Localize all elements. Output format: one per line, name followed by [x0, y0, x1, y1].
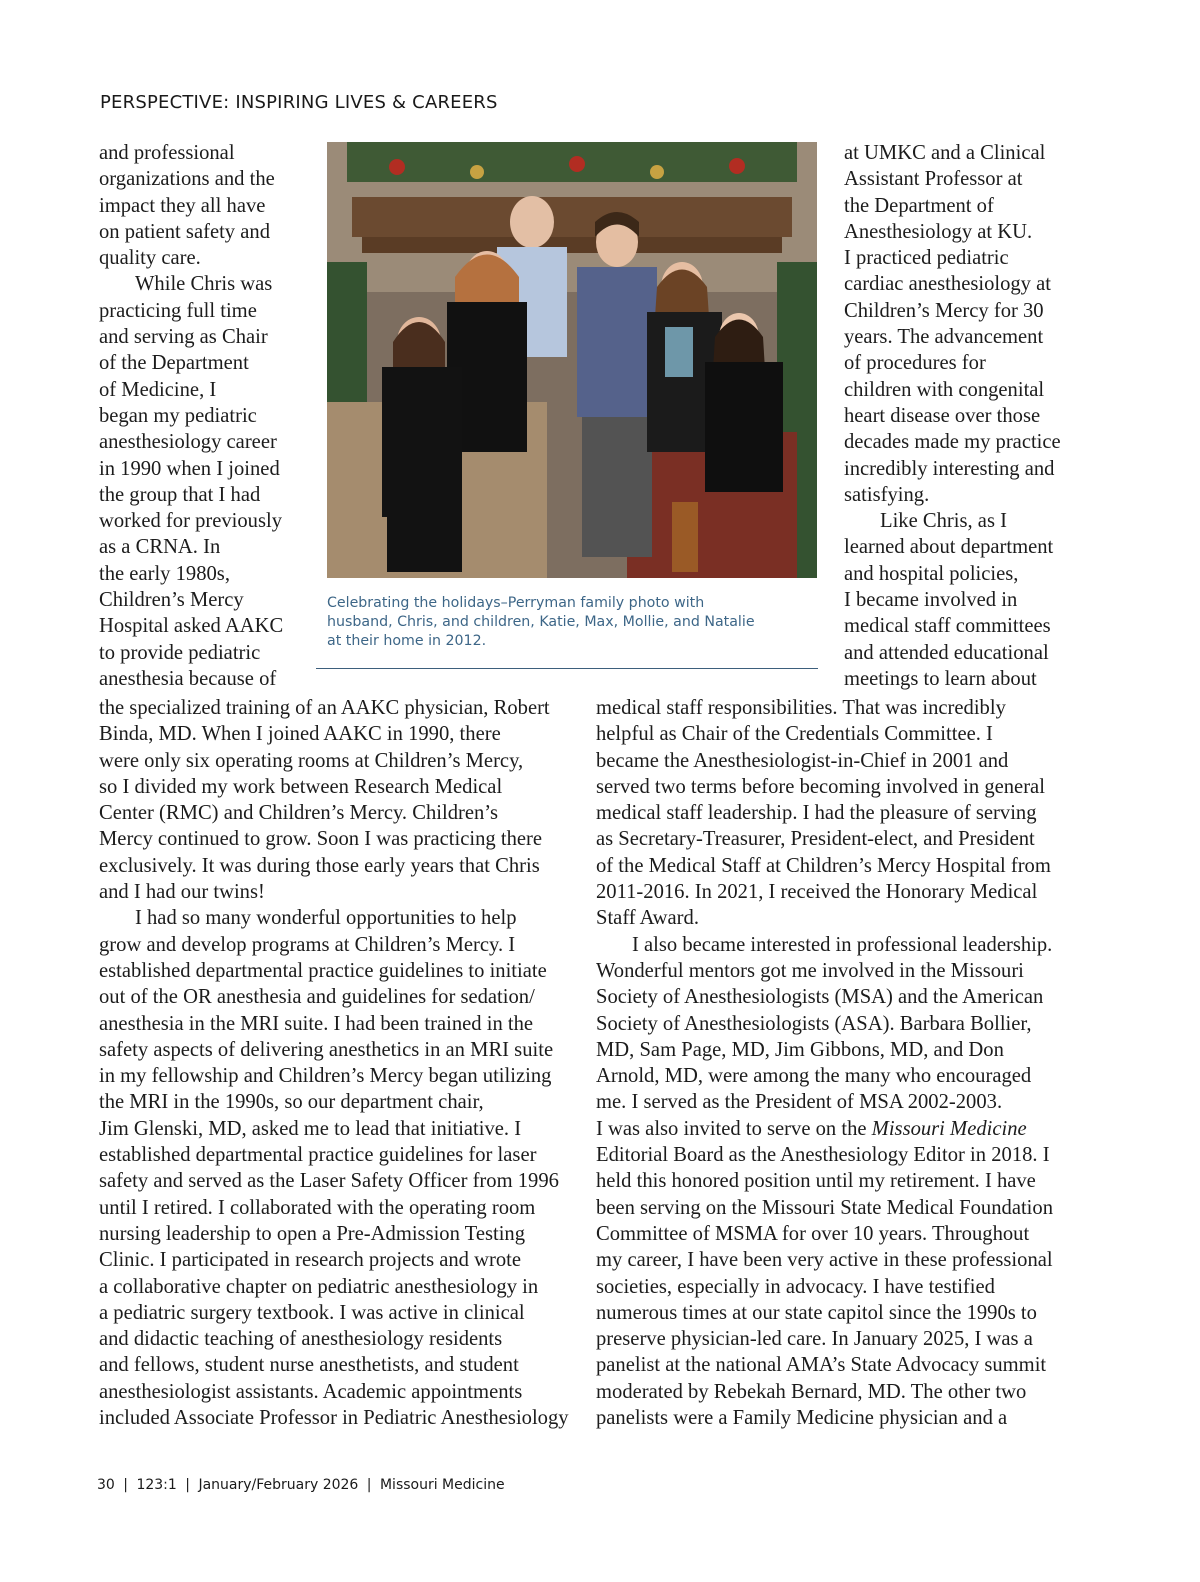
- text-line: out of the OR anesthesia and guidelines for sedation/: [99, 986, 535, 1009]
- text-line: medical staff committees: [844, 615, 1051, 638]
- text-line: children with congenital: [844, 378, 1045, 401]
- photo-caption: [327, 594, 807, 651]
- text-line: Assistant Professor at: [844, 168, 1023, 191]
- text-line: Children’s Mercy: [99, 589, 244, 612]
- text-line: served two terms before becoming involved in general: [596, 775, 1045, 798]
- text-line: worked for previously: [99, 510, 283, 533]
- journal-name: Missouri Medicine: [379, 1477, 505, 1493]
- right-bottom-post: [596, 1142, 1053, 1431]
- text-line: cardiac anesthesiology at: [844, 273, 1051, 296]
- text-line: medical staff responsibilities. That was incredibly: [596, 697, 1006, 719]
- left-column-top-text: [99, 140, 283, 692]
- page-number: 30: [97, 1477, 115, 1493]
- text-line: organizations and the: [99, 168, 275, 191]
- text-line: Society of Anesthesiologists (ASA). Barbara Bollier,: [596, 1012, 1032, 1035]
- text-line: panelists were a Family Medicine physician and a: [596, 1407, 1008, 1430]
- text-line: in my fellowship and Children’s Mercy began utilizing: [99, 1065, 552, 1088]
- footer-separator: |: [123, 1477, 128, 1493]
- text-line: began my pediatric: [99, 404, 257, 427]
- text-line: a pediatric surgery textbook. I was active in clinical: [99, 1301, 525, 1324]
- right-column-bottom-text: [596, 695, 1053, 1431]
- text-line: and fellows, student nurse anesthetists, and student: [99, 1354, 519, 1377]
- text-line: incredibly interesting and: [844, 457, 1055, 480]
- text-line: and didactic teaching of anesthesiology residents: [99, 1328, 503, 1351]
- text-line: moderated by Rebekah Bernard, MD. The other two: [596, 1380, 1027, 1403]
- caption-line: at their home in 2012.: [327, 633, 487, 649]
- text-line: held this honored position until my retirement. I have: [596, 1170, 1036, 1193]
- text-line: until I retired. I collaborated with the operating room: [99, 1196, 536, 1219]
- text-line: Wonderful mentors got me involved in the Missouri: [596, 959, 1024, 982]
- text-line: quality care.: [99, 247, 201, 270]
- text-line: Anesthesiology at KU.: [844, 220, 1033, 243]
- text-line: established departmental practice guidelines for laser: [99, 1144, 537, 1167]
- family-photo-image: [327, 142, 817, 578]
- text-segment: I was also invited to serve on the: [596, 1117, 872, 1140]
- text-line: as a CRNA. In: [99, 536, 221, 559]
- text-line-with-italic: [596, 1116, 1053, 1142]
- text-line: Binda, MD. When I joined AAKC in 1990, there: [99, 723, 501, 746]
- text-line: learned about department: [844, 536, 1054, 559]
- text-line: and serving as Chair: [99, 326, 268, 349]
- text-line: years. The advancement: [844, 326, 1044, 349]
- text-line: societies, especially in advocacy. I have testified: [596, 1275, 995, 1298]
- family-photo-illustration: [327, 142, 817, 578]
- text-line: MD, Sam Page, MD, Jim Gibbons, MD, and Don: [596, 1038, 1004, 1061]
- text-line: of Medicine, I: [99, 378, 217, 401]
- text-line: Staff Award.: [596, 907, 699, 930]
- text-line: heart disease over those: [844, 404, 1041, 427]
- right-column-top-text: [844, 140, 1061, 692]
- text-line: the Department of: [844, 194, 994, 217]
- text-line: meetings to learn about: [844, 667, 1037, 690]
- text-line: decades made my practice: [844, 431, 1061, 454]
- text-line: on patient safety and: [99, 220, 270, 243]
- text-line: I also became interested in professional leadership.: [632, 933, 1053, 956]
- text-line: and I had our twins!: [99, 881, 265, 904]
- journal-title-italic: Missouri Medicine: [871, 1117, 1027, 1140]
- text-line: Children’s Mercy for 30: [844, 299, 1044, 322]
- text-line: safety and served as the Laser Safety Officer from 1996: [99, 1170, 559, 1193]
- text-line: in 1990 when I joined: [99, 457, 280, 480]
- text-line: me. I served as the President of MSA 2002-2003.: [596, 1091, 1003, 1114]
- caption-line: husband, Chris, and children, Katie, Max, Mollie, and Natalie: [327, 614, 755, 630]
- left-column-bottom-text: [99, 695, 569, 1431]
- text-line: became the Anesthesiologist-in-Chief in 2001 and: [596, 749, 1009, 772]
- text-line: Jim Glenski, MD, asked me to lead that initiative. I: [99, 1117, 522, 1140]
- text-line: of procedures for: [844, 352, 986, 375]
- text-line: I had so many wonderful opportunities to help: [135, 907, 517, 930]
- text-line: helpful as Chair of the Credentials Committee. I: [596, 723, 993, 746]
- text-line: were only six operating rooms at Children’s Mercy,: [99, 749, 524, 772]
- text-line: impact they all have: [99, 194, 266, 217]
- text-line: the early 1980s,: [99, 562, 230, 585]
- text-line: the specialized training of an AAKC physician, Robert: [99, 697, 550, 719]
- text-line: and hospital policies,: [844, 562, 1019, 585]
- text-line: the MRI in the 1990s, so our department chair,: [99, 1091, 484, 1114]
- text-line: nursing leadership to open a Pre-Admission Testing: [99, 1222, 526, 1245]
- text-line: medical staff leadership. I had the pleasure of serving: [596, 802, 1037, 825]
- text-line: I became involved in: [844, 589, 1018, 612]
- text-line: my career, I have been very active in these professional: [596, 1249, 1053, 1272]
- text-line: numerous times at our state capitol since the 1990s to: [596, 1301, 1037, 1324]
- text-line: Center (RMC) and Children’s Mercy. Children’s: [99, 802, 499, 825]
- text-line: anesthesiology career: [99, 431, 277, 454]
- text-line: grow and develop programs at Children’s Mercy. I: [99, 933, 516, 956]
- right-bottom-pre: [596, 695, 1053, 1116]
- footer-separator: |: [185, 1477, 190, 1493]
- text-line: been serving on the Missouri State Medical Foundation: [596, 1196, 1053, 1219]
- text-line: practicing full time: [99, 299, 257, 322]
- page-footer: [95, 1477, 507, 1493]
- text-line: satisfying.: [844, 483, 930, 506]
- text-line: panelist at the national AMA’s State Advocacy summit: [596, 1354, 1047, 1377]
- text-line: anesthesia in the MRI suite. I had been trained in the: [99, 1012, 534, 1035]
- caption-divider: [316, 668, 818, 669]
- text-line: a collaborative chapter on pediatric anesthesiology in: [99, 1275, 539, 1298]
- text-line: at UMKC and a Clinical: [844, 142, 1046, 164]
- text-line: to provide pediatric: [99, 641, 261, 664]
- text-line: and attended educational: [844, 641, 1049, 664]
- footer-separator: |: [366, 1477, 372, 1493]
- text-line: included Associate Professor in Pediatric Anesthesiology: [99, 1407, 569, 1430]
- text-line: Society of Anesthesiologists (MSA) and the American: [596, 986, 1044, 1009]
- text-line: established departmental practice guidelines to initiate: [99, 959, 547, 982]
- caption-line: Celebrating the holidays–Perryman family photo with: [327, 595, 705, 611]
- text-line: safety aspects of delivering anesthetics in an MRI suite: [99, 1038, 554, 1061]
- text-line: the group that I had: [99, 483, 261, 506]
- section-header: PERSPECTIVE: INSPIRING LIVES & CAREERS: [100, 92, 498, 113]
- text-line: of the Medical Staff at Children’s Mercy Hospital from: [596, 854, 1051, 877]
- text-line: anesthesiologist assistants. Academic appointments: [99, 1380, 523, 1403]
- text-line: 2011-2016. In 2021, I received the Honorary Medical: [596, 881, 1038, 904]
- text-line: Clinic. I participated in research projects and wrote: [99, 1249, 522, 1272]
- text-line: While Chris was: [135, 273, 273, 296]
- volume-issue: 123:1: [136, 1477, 177, 1493]
- text-line: Like Chris, as I: [880, 510, 1007, 533]
- text-line: anesthesia because of: [99, 667, 277, 690]
- text-line: exclusively. It was during those early years that Chris: [99, 854, 540, 877]
- text-line: Arnold, MD, were among the many who encouraged: [596, 1065, 1032, 1088]
- text-line: I practiced pediatric: [844, 247, 1009, 270]
- text-line: so I divided my work between Research Medical: [99, 775, 503, 798]
- text-line: Committee of MSMA for over 10 years. Throughout: [596, 1222, 1030, 1245]
- text-line: Mercy continued to grow. Soon I was practicing there: [99, 828, 543, 851]
- text-line: Hospital asked AAKC: [99, 615, 284, 638]
- text-line: preserve physician-led care. In January 2025, I was a: [596, 1328, 1033, 1351]
- text-line: of the Department: [99, 352, 249, 375]
- issue-date: January/February 2026: [198, 1477, 359, 1493]
- text-line: and professional: [99, 142, 235, 164]
- text-line: as Secretary-Treasurer, President-elect, and President: [596, 828, 1035, 851]
- text-line: Editorial Board as the Anesthesiology Editor in 2018. I: [596, 1144, 1050, 1167]
